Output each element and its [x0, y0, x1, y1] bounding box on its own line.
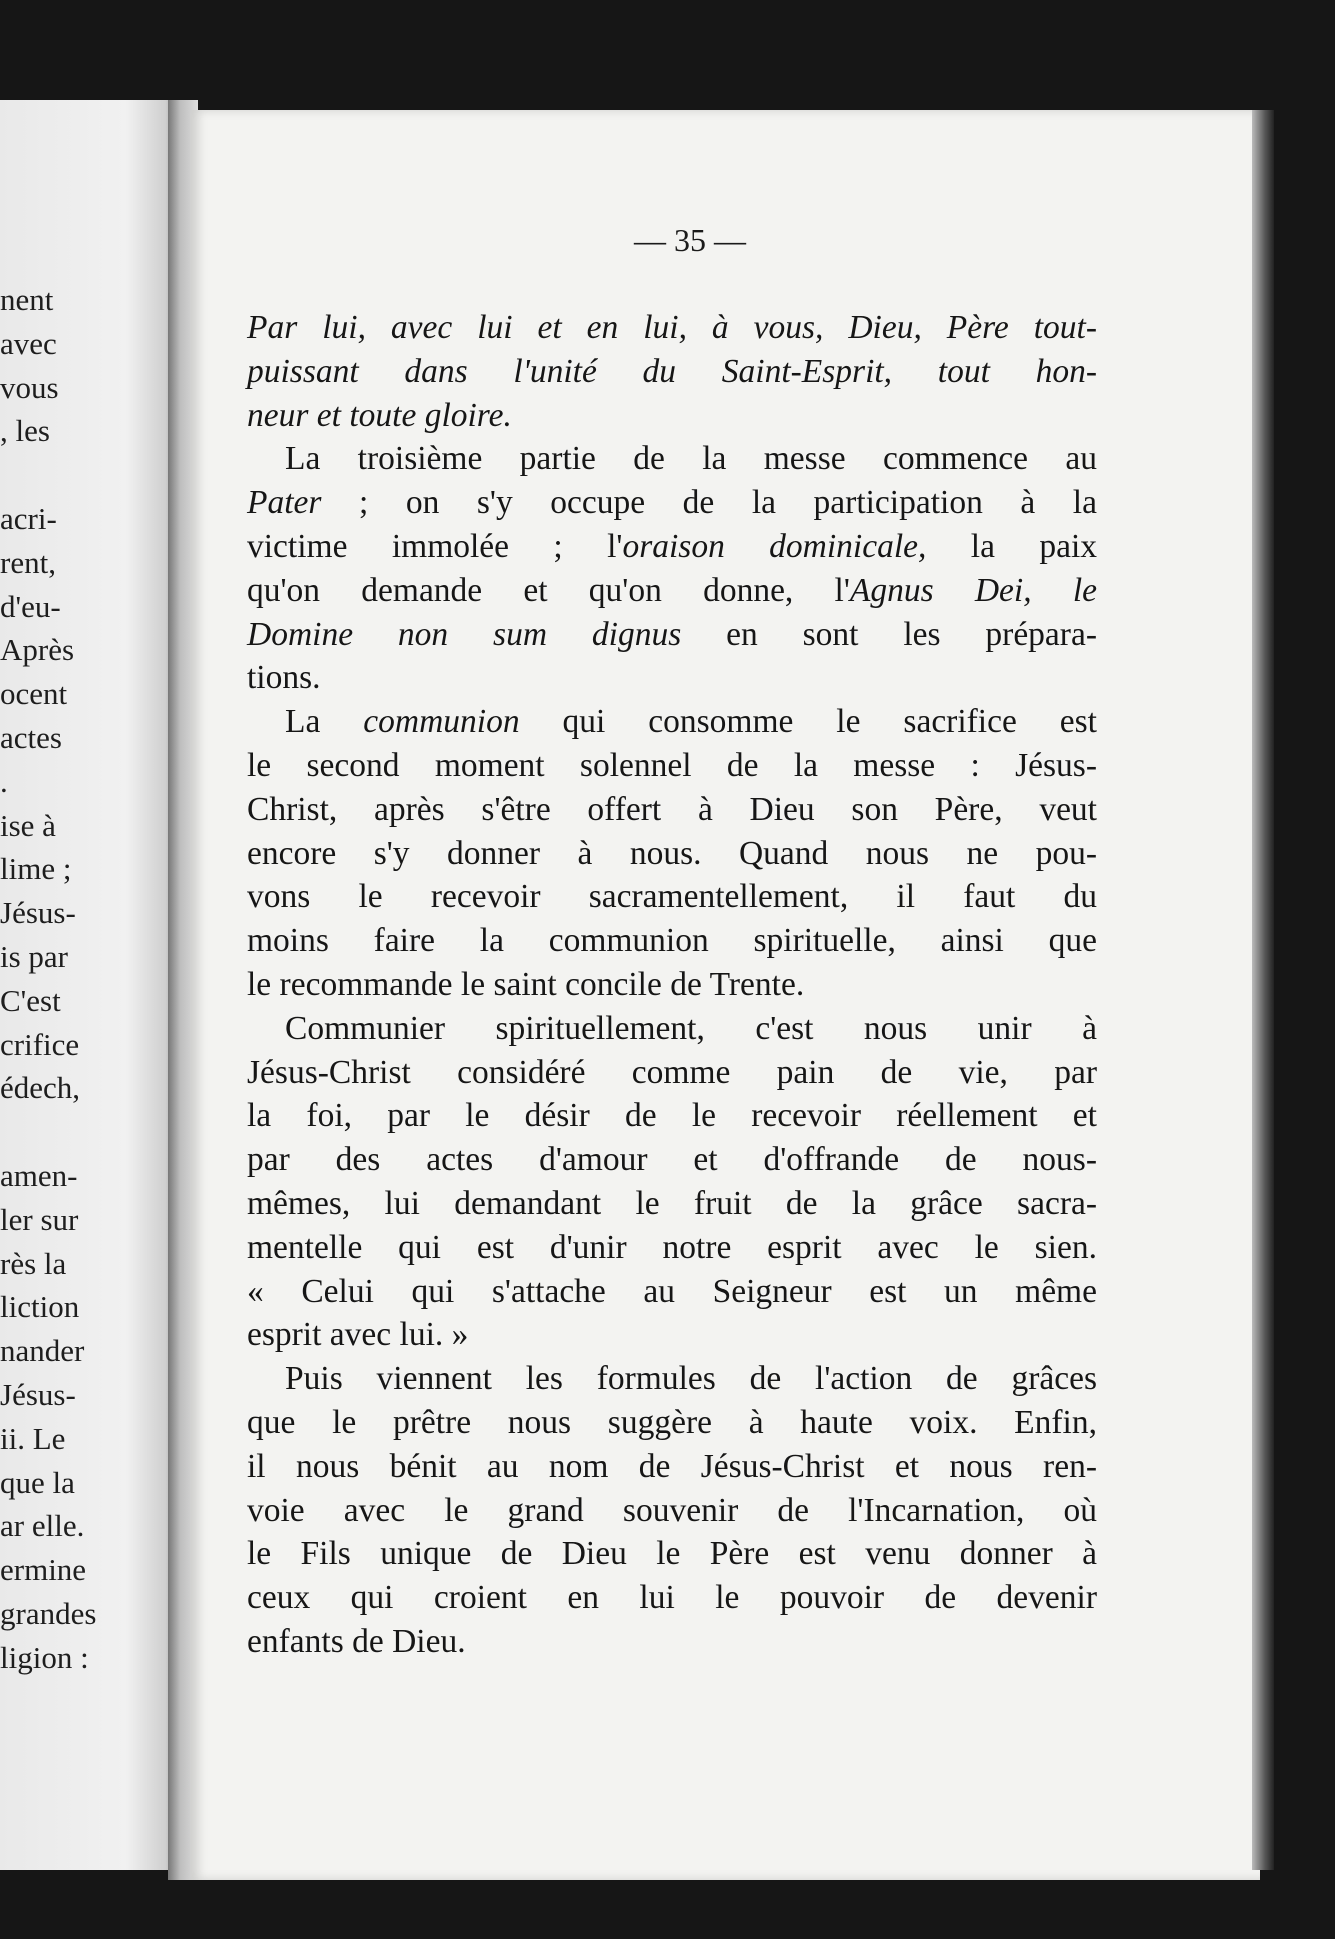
text-run: tions. — [247, 659, 321, 697]
text-run: moins faire la communion spirituelle, ainsi que — [247, 922, 1097, 960]
text-line — [247, 1620, 1097, 1664]
left-page-line: acri- — [0, 500, 57, 536]
left-page-line: nent — [0, 282, 54, 317]
text-run: ; on s'y occupe de la participation à la — [321, 484, 1097, 522]
text-run: encore s'y donner à nous. Quand nous ne pou- — [247, 834, 1097, 872]
left-page-line: . — [0, 763, 8, 799]
left-page-line: d'eu- — [0, 588, 61, 624]
text-line — [247, 525, 1097, 569]
left-page-line: liction — [0, 1289, 80, 1325]
text-line — [247, 875, 1097, 919]
left-page-line: ler sur — [0, 1201, 79, 1237]
left-page-line: Après — [0, 632, 75, 668]
left-page-line: édech, — [0, 1070, 81, 1106]
left-page — [0, 100, 180, 1870]
text-line — [247, 744, 1097, 788]
text-line — [247, 832, 1097, 876]
body-text — [247, 306, 1097, 1664]
italic-text: Par lui, avec lui et en lui, à vous, Dieu, Père tout- — [247, 309, 1097, 346]
italic-text: Domine non sum dignus — [247, 615, 682, 653]
text-run: Communier spirituellement, c'est nous unir à — [285, 1009, 1097, 1047]
left-page-line: crifice — [0, 1026, 80, 1062]
left-page-line: Jésus- — [0, 1376, 76, 1412]
text-run: La — [285, 703, 364, 741]
text-run: mêmes, lui demandant le fruit de la grâce sacra- — [247, 1184, 1097, 1222]
text-line — [247, 963, 1097, 1007]
text-line — [247, 1357, 1097, 1401]
left-page-line: ise à — [0, 807, 56, 843]
italic-text: Agnus Dei, le — [849, 571, 1098, 609]
text-run: Jésus-Christ considéré comme pain de vie, par — [247, 1053, 1097, 1091]
text-run: qu'on demande et qu'on donne, l' — [247, 571, 850, 609]
left-page-line: ii. Le — [0, 1420, 66, 1456]
left-page-line: que la — [0, 1464, 75, 1500]
text-line — [247, 1445, 1097, 1489]
text-line — [247, 1532, 1097, 1576]
left-page-line: rent, — [0, 544, 56, 580]
text-run: ceux qui croient en lui le pouvoir de devenir — [247, 1579, 1097, 1617]
text-line — [247, 350, 1097, 394]
left-page-line: lime ; — [0, 851, 72, 887]
text-run: Puis viennent les formules de l'action de grâces — [285, 1360, 1097, 1398]
left-page-line: nander — [0, 1333, 85, 1369]
italic-text: puissant dans l'unité du Saint-Esprit, tout hon- — [247, 352, 1097, 390]
text-run: par des actes d'amour et d'offrande de nous- — [247, 1141, 1097, 1179]
italic-text: neur et toute gloire. — [247, 396, 512, 434]
text-line — [247, 919, 1097, 963]
text-line — [247, 569, 1097, 613]
italic-text: Pater — [247, 484, 322, 522]
text-run: mentelle qui est d'unir notre esprit avec le sien. — [247, 1228, 1097, 1266]
text-line — [247, 1401, 1097, 1445]
text-line — [247, 1270, 1097, 1314]
left-page-line: rès la — [0, 1245, 67, 1281]
text-run: vons le recevoir sacramentellement, il faut du — [247, 878, 1097, 916]
text-run: le recommande le saint concile de Trente. — [247, 965, 805, 1003]
text-run: La troisième partie de la messe commence au — [285, 440, 1097, 478]
text-line — [247, 1489, 1097, 1533]
text-run: le second moment solennel de la messe : Jésus- — [247, 746, 1097, 784]
left-page-line: ligion : — [0, 1639, 89, 1675]
left-page-line: ermine — [0, 1552, 87, 1588]
text-run: la paix — [926, 527, 1098, 565]
text-line — [247, 1313, 1097, 1357]
left-page-line: ar elle. — [0, 1508, 85, 1544]
text-line — [247, 1226, 1097, 1270]
page-edge — [1252, 110, 1274, 1870]
left-page-text — [0, 278, 180, 1680]
text-run: il nous bénit au nom de Jésus-Christ et nous ren- — [247, 1447, 1097, 1485]
text-line — [247, 1094, 1097, 1138]
text-run: qui consomme le sacrifice est — [519, 703, 1097, 741]
text-line — [247, 1138, 1097, 1182]
text-run: Christ, après s'être offert à Dieu son Père, veut — [247, 790, 1097, 828]
left-page-line — [0, 453, 180, 497]
text-run: la foi, par le désir de le recevoir réellement et — [247, 1097, 1097, 1135]
text-line — [247, 437, 1097, 481]
left-page-line: ocent — [0, 676, 68, 712]
left-page-line: C'est — [0, 982, 61, 1018]
left-page-line: is par — [0, 938, 69, 974]
text-run: que le prêtre nous suggère à haute voix. Enfin, — [247, 1403, 1097, 1441]
text-line — [247, 656, 1097, 700]
text-line — [247, 613, 1097, 657]
text-run: esprit avec lui. » — [247, 1316, 469, 1354]
text-run: « Celui qui s'attache au Seigneur est un même — [247, 1272, 1097, 1310]
text-line — [247, 788, 1097, 832]
left-page-line: Jésus- — [0, 895, 76, 931]
italic-text: oraison dominicale, — [622, 527, 927, 565]
text-line — [247, 394, 1097, 438]
left-page-line: avec — [0, 325, 57, 361]
italic-text: communion — [363, 703, 520, 741]
left-page-line: , les — [0, 413, 50, 449]
text-run: victime immolée ; l' — [247, 527, 623, 565]
page-number: — 35 — — [634, 222, 746, 258]
text-line — [247, 1051, 1097, 1095]
text-run: enfants de Dieu. — [247, 1622, 466, 1660]
text-line — [247, 700, 1097, 744]
left-page-line: actes — [0, 719, 62, 755]
text-run: le Fils unique de Dieu le Père est venu donner à — [247, 1535, 1097, 1573]
left-page-line — [0, 1110, 180, 1154]
text-line — [247, 1576, 1097, 1620]
text-run: en sont les prépara- — [681, 615, 1097, 653]
text-line — [247, 481, 1097, 525]
left-page-line: grandes — [0, 1595, 97, 1631]
text-run: voie avec le grand souvenir de l'Incarnation, où — [247, 1491, 1097, 1529]
text-line — [247, 306, 1097, 350]
text-line — [247, 1182, 1097, 1226]
left-page-line: amen- — [0, 1157, 78, 1193]
left-page-line: vous — [0, 369, 59, 405]
text-line — [247, 1007, 1097, 1051]
